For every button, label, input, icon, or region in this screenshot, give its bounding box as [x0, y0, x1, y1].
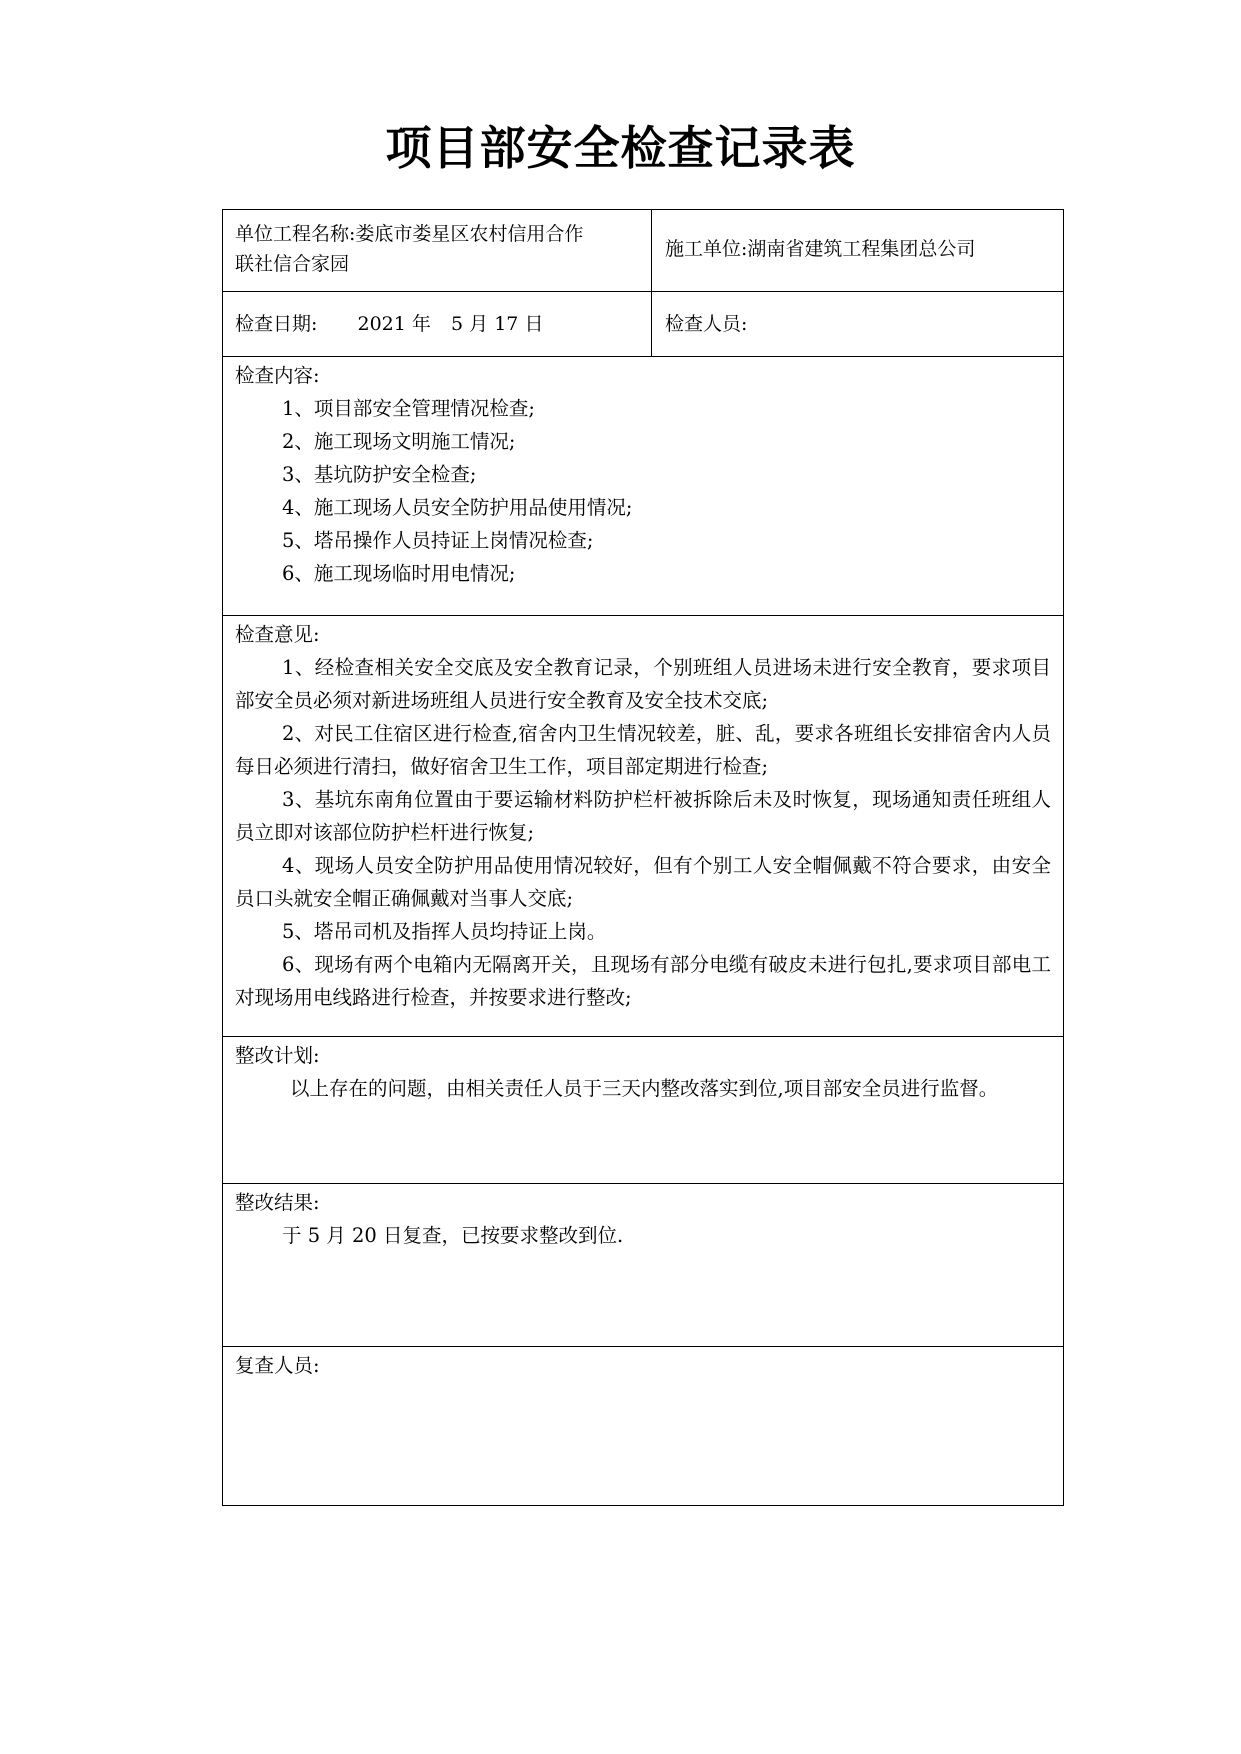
content-section [223, 356, 1063, 615]
inspection-form [222, 209, 1064, 1506]
plan-cell [223, 1037, 1063, 1183]
opinion-label: 检查意见: [235, 623, 320, 646]
page-title: 项目部安全检查记录表 [385, 121, 856, 175]
header-row-date [223, 291, 1063, 356]
reviewer-cell [223, 1347, 1063, 1505]
content-item: 5、塔吊操作人员持证上岗情况检查; [282, 529, 594, 552]
plan-text: 以上存在的问题，由相关责任人员于三天内整改落实到位,项目部安全员进行监督。 [290, 1077, 999, 1100]
contractor-label: 施工单位: [665, 238, 748, 260]
content-item: 6、施工现场临时用电情况; [282, 562, 516, 585]
result-cell [223, 1184, 1063, 1346]
contractor-value: 湖南省建筑工程集团总公司 [747, 238, 976, 260]
date-year: 2021 [357, 313, 406, 335]
content-item: 4、施工现场人员安全防护用品使用情况; [282, 496, 633, 519]
result-section [223, 1183, 1063, 1346]
result-text: 于 5 月 20 日复查，已按要求整改到位. [282, 1224, 624, 1247]
column-divider [651, 292, 652, 356]
column-divider [651, 210, 652, 291]
content-item: 2、施工现场文明施工情况; [282, 430, 516, 453]
content-cell [223, 357, 1063, 615]
date-month-unit: 月 [469, 313, 489, 335]
opinion-section [223, 615, 1063, 1036]
date-cell [223, 292, 651, 356]
date-year-unit: 年 [411, 313, 431, 335]
project-cell [223, 210, 651, 291]
date-label: 检查日期: [235, 313, 318, 335]
opinion-item: 5、塔吊司机及指挥人员均持证上岗。 [282, 920, 607, 943]
opinion-item: 6、现场有两个电箱内无隔离开关，且现场有部分电缆有破皮未进行包扎,要求项目部电工对现场用电线路进行检查，并按要求进行整改; [235, 953, 1051, 1009]
content-item: 1、项目部安全管理情况检查; [282, 397, 535, 420]
inspector-cell [653, 292, 1063, 356]
opinion-item: 1、经检查相关安全交底及安全教育记录，个别班组人员进场未进行安全教育，要求项目部安全员必须对新进场班组人员进行安全教育及安全技术交底; [235, 656, 1051, 712]
result-label: 整改结果: [235, 1191, 320, 1214]
reviewer-label: 复查人员: [235, 1354, 320, 1377]
opinion-cell [223, 616, 1063, 1036]
date-month: 5 [451, 313, 464, 335]
project-label: 单位工程名称: [235, 223, 356, 245]
header-row-project [223, 210, 1063, 291]
contractor-cell [653, 210, 1063, 291]
opinion-item: 3、基坑东南角位置由于要运输材料防护栏杆被拆除后未及时恢复，现场通知责任班组人员立即对该部位防护栏杆进行恢复; [235, 788, 1051, 844]
date-day-unit: 日 [524, 313, 544, 335]
reviewer-section [223, 1346, 1063, 1505]
inspector-label: 检查人员: [665, 313, 748, 335]
project-value-line1: 娄底市娄星区农村信用合作 [355, 223, 584, 245]
plan-label: 整改计划: [235, 1044, 320, 1067]
opinion-item: 4、现场人员安全防护用品使用情况较好，但有个别工人安全帽佩戴不符合要求，由安全员口头就安全帽正确佩戴对当事人交底; [235, 854, 1051, 910]
date-day: 17 [494, 313, 519, 335]
plan-section [223, 1036, 1063, 1183]
content-label: 检查内容: [235, 364, 320, 387]
content-item: 3、基坑防护安全检查; [282, 463, 477, 486]
project-value-line2: 联社信合家园 [235, 253, 350, 275]
opinion-item: 2、对民工住宿区进行检查,宿舍内卫生情况较差，脏、乱，要求各班组长安排宿舍内人员每日必须进行清扫，做好宿舍卫生工作，项目部定期进行检查; [235, 722, 1051, 778]
